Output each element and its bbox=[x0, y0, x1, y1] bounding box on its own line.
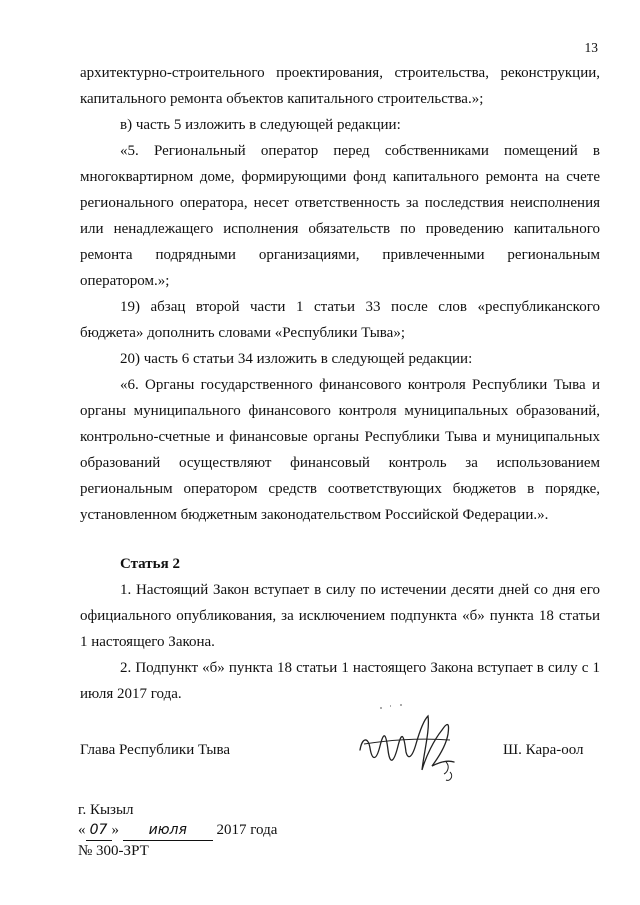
paragraph: 20) часть 6 статьи 34 изложить в следующей редакции: bbox=[120, 351, 473, 367]
paragraph: «6. Органы государственного финансового контроля Республики Тыва и органы муниципального финансового контроля муниципальных образований, контрольно-счетные и финансовые органы Республики Тыва и муниципальных образований осуществляют финансовый контроль за использованием региональным оператором средств соответствующих бюджетов в порядке, установленном бюджетным законодательством Российской Федерации.». bbox=[80, 377, 600, 523]
page-number: 13 bbox=[584, 40, 598, 55]
footer-date bbox=[78, 820, 277, 841]
paragraph: 19) абзац второй части 1 статьи 33 после слов «республиканского бюджета» дополнить словами «Республики Тыва»; bbox=[80, 299, 600, 341]
paragraph: в) часть 5 изложить в следующей редакции: bbox=[120, 117, 401, 133]
date-open-quote: « bbox=[78, 822, 86, 838]
article-heading: Статья 2 bbox=[120, 556, 180, 572]
date-year: 2017 года bbox=[216, 822, 278, 838]
signatory-name: Ш. Кара-оол bbox=[503, 742, 584, 758]
law-number: № 300-ЗРТ bbox=[78, 843, 149, 859]
paragraph: архитектурно-строительного проектирования, строительства, реконструкции, капитального ремонта объектов капитального строительства.»; bbox=[80, 65, 600, 107]
signatory-title: Глава Республики Тыва bbox=[80, 742, 231, 758]
date-month: июля bbox=[123, 820, 213, 841]
article-paragraph: 1. Настоящий Закон вступает в силу по истечении десяти дней со дня его официального опубликования, за исключением подпункта «б» пункта 18 статьи 1 настоящего Закона. bbox=[80, 582, 600, 650]
article-paragraph: 2. Подпункт «б» пункта 18 статьи 1 настоящего Закона вступает в силу с 1 июля 2017 года. bbox=[80, 660, 600, 702]
paragraph: «5. Региональный оператор перед собственниками помещений в многоквартирном доме, формирующими фонд капитального ремонта на счете регионального оператора, несет ответственность за последствия неисполнения или ненадлежащего исполнения обязательств по проведению капитального ремонта подрядными организациями, привлеченными региональным оператором.»; bbox=[80, 143, 600, 289]
document-footer bbox=[78, 800, 277, 861]
date-close-quote: » bbox=[111, 822, 119, 838]
handwritten-signature bbox=[350, 700, 470, 788]
date-day: 07 bbox=[86, 820, 112, 841]
document-body bbox=[80, 60, 600, 707]
footer-city: г. Кызыл bbox=[78, 802, 134, 818]
